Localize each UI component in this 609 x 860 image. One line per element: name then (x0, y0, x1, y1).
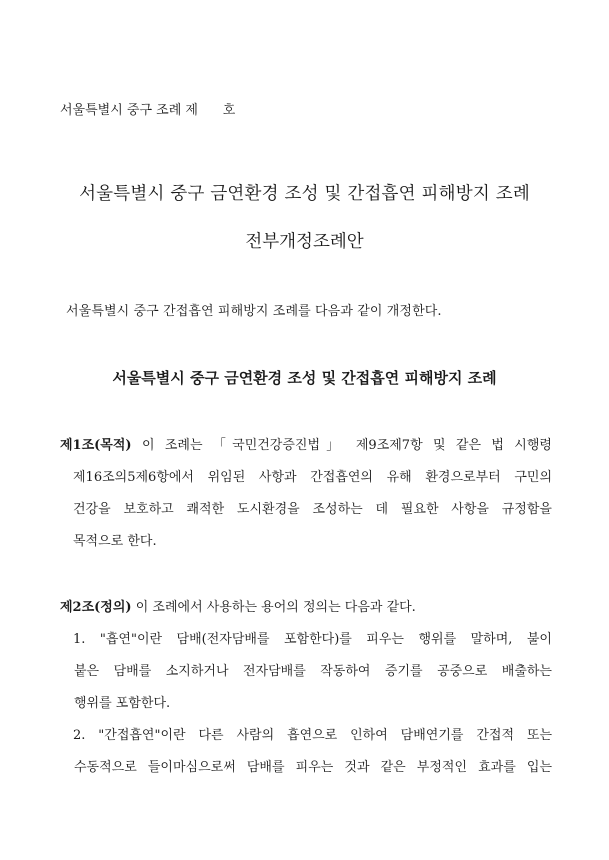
document-title-line1: 서울특별시 중구 금연환경 조성 및 간접흡연 피해방지 조례 (79, 184, 530, 204)
ordinance-title: 서울특별시 중구 금연환경 조성 및 간접흡연 피해방지 조례 (112, 369, 497, 387)
article-1-line-2: 제16조의5제6항에서 위임된 사항과 간접흡연의 유해 환경으로부터 구민의 (73, 470, 552, 485)
article-2-line-1 (60, 592, 552, 624)
article-2-heading: 제2조(정의) (60, 600, 132, 615)
article-2-text-1: 이 조례에서 사용하는 용어의 정의는 다음과 같다. (131, 600, 416, 615)
article-1 (60, 430, 552, 558)
article-2-item-1-line-1: 1. "흡연"이란 담배(전자담배를 포함한다)를 피우는 행위를 말하며, 불이 (73, 632, 552, 647)
intro-paragraph: 서울특별시 중구 간접흡연 피해방지 조례를 다음과 같이 개정한다. (66, 304, 442, 319)
article-1-line-1 (60, 430, 552, 462)
article-2-item-1-line-3: 행위를 포함한다. (74, 696, 171, 711)
article-2-item-2-line-2: 수동적으로 들이마심으로써 담배를 피우는 것과 같은 부정적인 효과를 입는 (74, 760, 552, 775)
article-2-item-1-line-2: 붙은 담배를 소지하거나 전자담배를 작동하여 증기를 공중으로 배출하는 (74, 664, 552, 679)
article-2-item-2-line-1: 2. "간접흡연"이란 다른 사람의 흡연으로 인하여 담배연기를 간접적 또는 (73, 728, 552, 743)
article-1-line-4: 목적으로 한다. (73, 534, 157, 549)
document-title-line2: 전부개정조례안 (245, 232, 364, 252)
article-2 (60, 592, 552, 784)
article-1-heading: 제1조(목적) (60, 438, 132, 453)
article-1-text-1: 이 조례는 「국민건강증진법」 제9조제7항 및 같은 법 시행령 (131, 438, 552, 453)
ordinance-number-line: 서울특별시 중구 조례 제 호 (60, 103, 236, 118)
article-1-line-3: 건강을 보호하고 쾌적한 도시환경을 조성하는 데 필요한 사항을 규정함을 (73, 502, 552, 517)
